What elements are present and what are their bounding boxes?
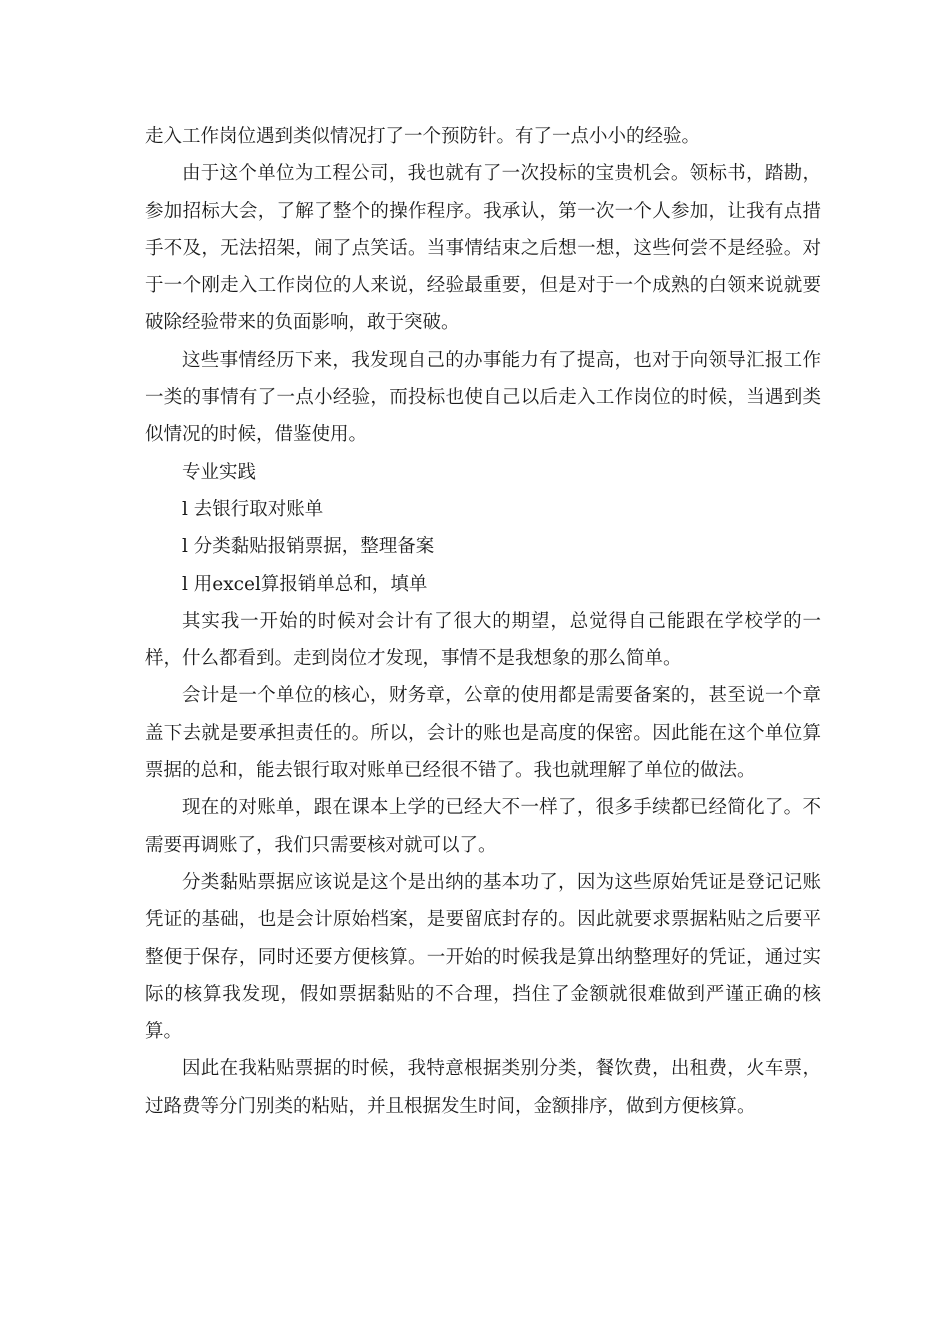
- paragraph: 会计是一个单位的核心，财务章，公章的使用都是需要备案的，甚至说一个章盖下去就是要承担责任的。所以，会计的账也是高度的保密。因此能在这个单位算票据的总和，能去银行取对账单已经很不错了。我也就理解了单位的做法。: [145, 685, 821, 782]
- section-heading: 专业实践: [182, 461, 257, 483]
- paragraph: 因此在我粘贴票据的时候，我特意根据类别分类，餐饮费，出租费，火车票，过路费等分门别类的粘贴，并且根据发生时间，金额排序，做到方便核算。: [145, 1058, 821, 1117]
- list-item: l 用excel算报销单总和，填单: [182, 573, 428, 595]
- paragraph: 这些事情经历下来，我发现自己的办事能力有了提高，也对于向领导汇报工作一类的事情有了一点小经验，而投标也使自己以后走入工作岗位的时候，当遇到类似情况的时候，借鉴使用。: [145, 349, 821, 446]
- list-item: l 分类黏贴报销票据，整理备案: [182, 536, 435, 558]
- paragraph: 走入工作岗位遇到类似情况打了一个预防针。有了一点小小的经验。: [145, 126, 701, 147]
- paragraph: 由于这个单位为工程公司，我也就有了一次投标的宝贵机会。领标书，踏勘，参加招标大会，了解了整个的操作程序。我承认，第一次一个人参加，让我有点措手不及，无法招架，闹了点笑话。当事情结束之后想一想，这些何尝不是经验。对于一个刚走入工作岗位的人来说，经验最重要，但是对于一个成熟的白领来说就要破除经验带来的负面影响，敢于突破。: [145, 163, 821, 334]
- paragraph: 其实我一开始的时候对会计有了很大的期望，总觉得自己能跟在学校学的一样，什么都看到。走到岗位才发现，事情不是我想象的那么简单。: [145, 610, 821, 670]
- paragraph: 现在的对账单，跟在课本上学的已经大不一样了，很多手续都已经简化了。不需要再调账了，我们只需要核对就可以了。: [145, 797, 821, 856]
- paragraph: 分类黏贴票据应该说是这个是出纳的基本功了，因为这些原始凭证是登记记账凭证的基础，也是会计原始档案，是要留底封存的。因此就要求票据粘贴之后要平整便于保存，同时还要方便核算。一开始的时候我是算出纳整理好的凭证，通过实际的核算我发现，假如票据黏贴的不合理，挡住了金额就很难做到严谨正确的核算。: [145, 871, 821, 1043]
- document-body: [145, 118, 821, 1125]
- list-item: l 去银行取对账单: [182, 498, 324, 520]
